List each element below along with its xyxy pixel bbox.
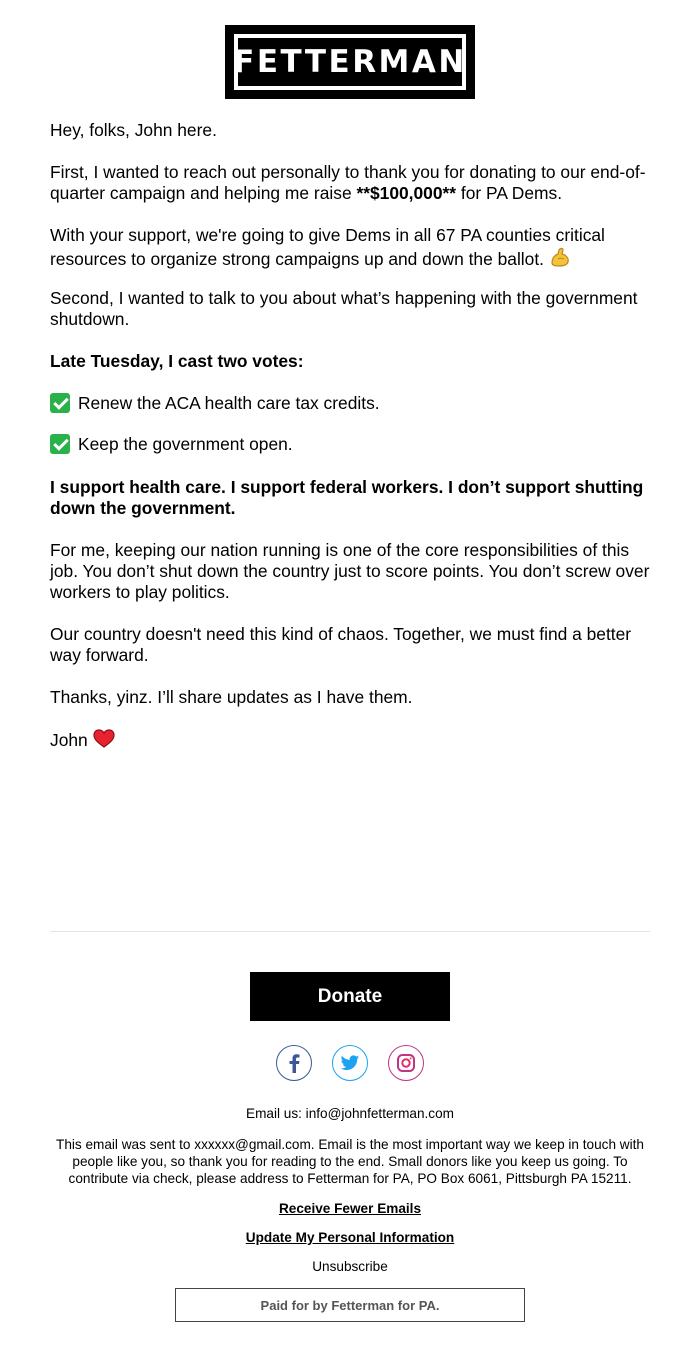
- vote-item-label: Keep the government open.: [78, 434, 293, 454]
- receive-fewer-row: [0, 1200, 700, 1217]
- paid-for-disclaimer: Paid for by Fetterman for PA.: [175, 1288, 525, 1322]
- paragraph-responsibility: For me, keeping our nation running is one of the core responsibilities of this job. You don’t shut down the country just to score points. You don’t screw over workers to play politics.: [50, 540, 650, 602]
- logo-text: FETTERMAN: [233, 43, 467, 80]
- footer-divider: [50, 931, 650, 932]
- vote-item-label: Renew the ACA health care tax credits.: [78, 393, 380, 413]
- paragraph-support: [50, 225, 652, 273]
- votes-heading: Late Tuesday, I cast two votes:: [50, 351, 304, 371]
- check-mark-icon: [50, 393, 70, 413]
- bold-statement: I support health care. I support federal workers. I don’t support shutting down the government.: [50, 477, 644, 518]
- paragraph-shutdown: Second, I wanted to talk to you about what’s happening with the government shutdown.: [50, 288, 638, 329]
- unsubscribe-row: [0, 1258, 700, 1275]
- vote-item: [50, 434, 652, 455]
- paragraph-chaos: Our country doesn't need this kind of chaos. Together, we must find a better way forward.: [50, 624, 632, 665]
- support-text: With your support, we're going to give Dems in all 67 PA counties critical resources to organize strong campaigns up and down the ballot.: [50, 225, 605, 269]
- check-mark-icon: [50, 434, 70, 454]
- logo-border: [234, 34, 466, 90]
- paragraph-thanks-yinz: Thanks, yinz. I’ll share updates as I have them.: [50, 687, 413, 707]
- flexed-biceps-icon: [549, 246, 571, 273]
- paragraph-thanks: [50, 162, 652, 204]
- receive-fewer-emails-link[interactable]: Receive Fewer Emails: [278, 1201, 422, 1216]
- facebook-icon[interactable]: [276, 1045, 312, 1081]
- twitter-icon[interactable]: [332, 1045, 368, 1081]
- vote-item: [50, 393, 652, 414]
- thanks-text: First, I wanted to reach out personally to thank you for donating to our end-of-quarter campaign and helping me raise: [50, 162, 646, 203]
- signoff: [50, 729, 652, 754]
- footer-disclaimer: This email was sent to xxxxxx@gmail.com. Email is the most important way we keep in touch with people like you, so thank you for reading to the end. Small donors like you keep us going. To contribute via check, please address to Fetterman for PA, PO Box 6061, Pittsburgh PA 15211.: [56, 1137, 644, 1186]
- heart-icon: [93, 729, 115, 754]
- fetterman-logo: [225, 25, 475, 99]
- signoff-name: John: [50, 730, 88, 750]
- donate-button[interactable]: Donate: [250, 972, 450, 1021]
- amount-raised: **$100,000**: [356, 183, 457, 203]
- contact-email: Email us: info@johnfetterman.com: [246, 1106, 454, 1121]
- thanks-text-end: for PA Dems.: [456, 183, 563, 203]
- update-info-row: [0, 1229, 700, 1246]
- instagram-icon[interactable]: [388, 1045, 424, 1081]
- update-personal-info-link[interactable]: Update My Personal Information: [245, 1230, 455, 1245]
- unsubscribe-link[interactable]: Unsubscribe: [312, 1259, 388, 1274]
- greeting: Hey, folks, John here.: [50, 120, 217, 140]
